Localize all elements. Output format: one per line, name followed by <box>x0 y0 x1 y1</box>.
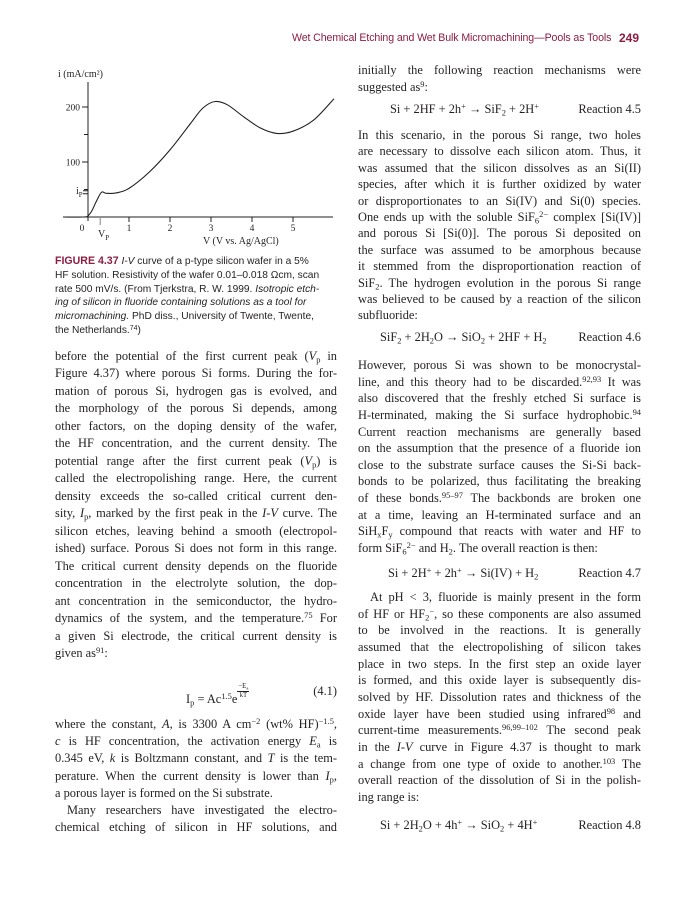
text-run: the morphology of the porous Si depends, among <box>55 401 337 416</box>
text-run: in the <box>358 740 397 755</box>
subscript: 6 <box>402 546 407 557</box>
text-line <box>55 750 337 767</box>
superscript: 92,93 <box>582 373 602 384</box>
reaction-4-6 <box>380 330 547 345</box>
text-run: compound that reacts with water and HF to <box>392 524 641 539</box>
text-line <box>55 283 340 297</box>
text-run: and porous Si [Si(0)]. The porous Si deposited on <box>358 226 641 241</box>
text-run: bonds to be polarized, thus facilitating the breaking <box>358 474 641 489</box>
text-run: the Netherlands. <box>55 324 130 336</box>
running-header: Wet Chemical Etching and Wet Bulk Micromachining—Pools as Tools <box>292 32 612 44</box>
text-run: subfluoride: <box>358 308 418 323</box>
text-line <box>358 622 641 639</box>
text-run: concentration in the electrolyte solution, the dop- <box>55 576 337 591</box>
ip-label: $i_P$ <box>76 186 83 199</box>
text-run: given as <box>55 645 96 660</box>
subscript: 2 <box>448 546 453 557</box>
italic-text: I-V <box>396 740 413 755</box>
superscript: + <box>532 817 538 828</box>
text-line <box>358 507 641 524</box>
italic-text: ing of silicon in fluoride containing solutions as a tool for <box>55 297 307 309</box>
text-run: a porous layer is formed on the Si substrate. <box>55 785 273 800</box>
superscript: 95–97 <box>441 490 463 501</box>
subscript: 2 <box>375 281 380 292</box>
text-run: O + 4h <box>422 818 458 832</box>
text-line <box>358 606 641 623</box>
text-line <box>358 457 641 474</box>
text-run: ant concentration in the semiconductor, the hydro- <box>55 593 337 608</box>
superscript: − <box>429 605 435 616</box>
text-line <box>55 488 337 505</box>
text-run: One ends up with the soluble SiF <box>358 210 535 225</box>
text-line <box>358 275 641 291</box>
text-line <box>55 768 337 785</box>
text-run: and <box>615 706 641 721</box>
text-run: + 2H <box>401 330 430 344</box>
text-line <box>358 789 641 806</box>
text-line <box>358 390 641 407</box>
superscript: + <box>461 101 466 112</box>
subscript: p <box>312 459 317 470</box>
subscript: p <box>84 511 89 522</box>
text-run: It was <box>601 374 641 389</box>
text-run: place in two steps. In the first step an oxide layer <box>358 656 641 671</box>
subscript: 6 <box>534 215 540 226</box>
subscript: a <box>316 739 321 750</box>
text-run: → Si(IV) + H <box>461 566 535 580</box>
text-run: 0.345 eV, <box>55 751 110 766</box>
subscript: a <box>246 686 249 692</box>
text-run: to be involved in the reactions. It is generally <box>358 623 641 638</box>
sub-superscript <box>535 210 548 224</box>
text-run: The backbonds are broken one <box>462 491 641 506</box>
figure-label: FIGURE 4.37 <box>55 255 119 267</box>
text-line <box>358 176 641 192</box>
text-line <box>55 540 337 557</box>
text-run: a change from one type of oxide to another. <box>358 756 603 771</box>
italic-text: V <box>304 453 313 468</box>
text-line <box>55 400 337 417</box>
text-run: of HF or HF <box>358 606 426 621</box>
superscript: 9 <box>420 78 425 89</box>
text-run: close to the substrate surface causes the Si-Si back- <box>358 457 641 472</box>
superscript: + <box>457 565 462 576</box>
text-run: The <box>615 756 641 771</box>
italic-text: micromachining. <box>55 311 130 323</box>
text-run: species, after which it is further oxidized by water <box>358 177 641 192</box>
text-run: curve of a p-type silicon wafer in a 5% <box>134 256 309 267</box>
text-run: SiF <box>380 330 398 344</box>
text-run: of these bonds. <box>358 491 442 506</box>
text-run: initially the following reaction mechanisms were <box>358 63 641 77</box>
text-line <box>358 656 641 673</box>
reaction-4-8 <box>380 818 537 833</box>
text-run: F <box>381 524 389 539</box>
text-run: Si + 2H <box>380 818 419 832</box>
text-run: HF solution. Resistivity of the wafer 0.01–0.018 Ωcm, scan <box>55 269 320 281</box>
italic-text: Isotropic etch- <box>255 283 320 295</box>
text-line <box>55 523 337 540</box>
italic-text: I <box>325 768 330 783</box>
text-line <box>358 225 641 241</box>
superscript: −2 <box>251 716 261 727</box>
text-run: assumed that the electropolishing of silicon takes <box>358 640 641 655</box>
reaction-4-5 <box>390 102 539 117</box>
text-line <box>358 307 641 323</box>
text-line <box>358 160 641 176</box>
italic-text: I-V <box>121 256 135 267</box>
text-run: ished) surface. Porous Si does not form in this range. <box>55 541 337 556</box>
subscript: 2 <box>534 571 539 582</box>
text-line <box>358 357 641 374</box>
text-run: + 2h <box>431 566 457 580</box>
paragraph <box>358 357 641 557</box>
text-run: oxide layer have been studied using infrared <box>358 706 607 721</box>
text-line <box>358 424 641 441</box>
text-run: O → SiO <box>434 330 481 344</box>
text-run: H-terminated, making the Si surface hydrophobic. <box>358 407 633 422</box>
text-run: was assumed that the silicon dissolves as an Si(II) <box>358 160 641 175</box>
text-line <box>358 62 641 79</box>
text-run: , <box>333 768 337 783</box>
text-run: also discovered that the freshly etched Si surface is <box>358 391 641 406</box>
figure-caption <box>55 255 340 338</box>
text-line <box>358 689 641 706</box>
italic-text: A <box>162 717 170 731</box>
y-tick-label: 100 <box>65 158 80 169</box>
x-tick-label: 5 <box>290 224 296 234</box>
superscript: 1.5 <box>221 691 232 702</box>
text-run: PhD diss., University of Twente, Twente, <box>129 311 314 323</box>
x-tick-label: 3 <box>208 224 214 234</box>
text-run: rate 500 mV/s. (From Tjerkstra, R. W. 1999. <box>55 283 256 295</box>
iv-curve-line <box>63 99 334 217</box>
text-run: on the assumption that the presence of a fluoride ion <box>358 441 641 456</box>
subscript: p <box>190 697 195 708</box>
text-run: However, porous Si was shown to be monocrystal- <box>358 358 641 372</box>
eq-lhs: I <box>186 691 191 706</box>
text-run: The critical current density depends on the fluoride <box>55 558 337 573</box>
subscript: 2 <box>542 335 547 346</box>
text-line <box>358 523 641 540</box>
text-line <box>55 453 337 470</box>
subscript: 2 <box>480 335 486 346</box>
text-line <box>358 209 641 225</box>
text-line <box>55 505 337 522</box>
text-run: + 2HF + H <box>485 330 543 344</box>
text-run: + 4H <box>504 818 533 832</box>
text-line <box>358 473 641 490</box>
text-run: , is 3300 A cm <box>169 717 252 731</box>
equation-number: (4.1) <box>313 684 337 698</box>
text-line <box>358 589 641 606</box>
italic-text: T <box>267 751 275 766</box>
text-run: the HF concentration, and the current density. The <box>55 436 337 451</box>
text-line <box>358 143 641 159</box>
paragraph <box>358 127 641 324</box>
text-line <box>55 470 337 487</box>
superscript: + <box>534 101 539 112</box>
italic-text: I-V <box>262 506 278 521</box>
text-run: where the constant, <box>55 717 162 731</box>
text-line <box>55 255 340 269</box>
text-line <box>358 756 641 773</box>
text-line <box>55 296 340 310</box>
text-run: is <box>320 734 337 749</box>
text-run: form SiF <box>358 541 403 556</box>
text-line <box>358 440 641 457</box>
text-run: other factors, on the doping density of the wafer, <box>55 418 337 433</box>
page-number: 249 <box>619 31 640 45</box>
italic-text: V <box>308 349 317 363</box>
text-run: . The overall reaction is then: <box>452 541 598 556</box>
text-line <box>358 193 641 209</box>
superscript: 91 <box>95 645 105 656</box>
text-run: was believed to be caused by a reaction of the silicon <box>358 292 641 307</box>
text-run: and H <box>415 541 449 556</box>
text-line <box>358 374 641 391</box>
text-run: SiF <box>358 275 376 290</box>
text-run: called the electropolishing range. Here, the current <box>55 471 337 486</box>
equation-4-1 <box>186 683 249 707</box>
reaction-label: Reaction 4.6 <box>578 330 641 344</box>
fraction-numerator: −E <box>238 683 247 690</box>
text-run: is HF concentration, the activation energy <box>60 734 310 749</box>
text-run: ing range is: <box>358 790 420 805</box>
x-axis-label: V (V vs. Ag/AgCl) <box>203 236 279 247</box>
subscript: 2 <box>501 107 506 118</box>
italic-text: E <box>309 734 317 749</box>
text-line <box>55 575 337 592</box>
superscript: 75 <box>304 610 313 621</box>
superscript: 2− <box>406 540 416 551</box>
italic-text: c <box>55 734 61 749</box>
paragraph <box>55 802 337 836</box>
text-line <box>55 593 337 610</box>
text-line <box>358 291 641 307</box>
text-run: In this scenario, in the porous Si range, two holes <box>358 128 641 142</box>
text-line <box>55 802 337 819</box>
text-line <box>358 242 641 258</box>
paragraph <box>358 62 641 95</box>
y-tick-label: 200 <box>65 103 80 114</box>
paragraph <box>55 716 337 802</box>
text-run: current-time measurements. <box>358 723 502 738</box>
text-run: , <box>333 717 338 731</box>
reaction-4-7 <box>388 566 538 581</box>
superscript: −1.5 <box>318 716 334 727</box>
eq-exp-base: e <box>231 691 238 706</box>
superscript: 96,99–102 <box>502 722 538 733</box>
text-line <box>55 269 340 283</box>
superscript: + <box>457 817 463 828</box>
subscript: 2 <box>429 335 434 346</box>
text-run: are necessary to dissolve each silicon atom. Thus, it <box>358 144 641 159</box>
y-axis-label: i (mA/cm²) <box>58 69 103 80</box>
reaction-label: Reaction 4.5 <box>578 102 641 116</box>
text-run: + 2H <box>505 102 535 116</box>
text-run: SiH <box>358 524 378 539</box>
text-run: curve. The <box>277 506 338 521</box>
superscript: 74 <box>129 324 138 332</box>
text-line <box>55 324 340 338</box>
text-line <box>358 639 641 656</box>
text-run: the surface was assumed to be amorphous because <box>358 242 641 257</box>
text-run: Current reaction mechanisms are generally based <box>358 424 641 439</box>
fraction-denominator: kT <box>239 691 248 699</box>
text-line <box>358 672 641 689</box>
text-run: mation of porous Si, hydrogen gas is evolved, and <box>55 383 337 398</box>
text-run: or disproportionates to an Si(IV) and Si(0) species. <box>358 193 641 208</box>
text-run: potential range after the first current peak ( <box>55 453 305 468</box>
text-run: , marked by the first peak in the <box>88 506 263 521</box>
text-run: (wt% HF) <box>260 717 319 731</box>
text-line <box>55 558 337 575</box>
text-line <box>358 258 641 274</box>
text-run: : <box>424 79 428 94</box>
paragraph <box>55 348 337 662</box>
text-run: it stemmed from the disproportionation reaction of <box>358 259 641 274</box>
subscript: y <box>388 529 393 540</box>
text-line <box>55 348 337 365</box>
text-run: : <box>104 645 108 660</box>
text-line <box>358 540 641 557</box>
text-run: ) <box>137 324 141 336</box>
text-run: ) is <box>316 453 337 468</box>
text-line <box>358 407 641 424</box>
text-line <box>55 418 337 435</box>
text-line <box>55 733 337 750</box>
x-tick-label: 0 <box>79 224 85 234</box>
text-run: For <box>312 611 338 626</box>
italic-text: I <box>79 506 85 521</box>
chart-axes <box>63 82 333 221</box>
text-run: is formed, and this oxide layer is subsequently dis- <box>358 673 641 688</box>
subscript: 2 <box>425 612 430 623</box>
vp-label: $V_P$ <box>98 229 110 242</box>
text-run: Si + 2HF + 2h <box>390 102 462 116</box>
x-tick-label: 2 <box>167 224 173 234</box>
text-run: is Boltzmann constant, and <box>115 751 268 766</box>
sub-superscript <box>402 541 415 555</box>
subscript: p <box>329 774 334 785</box>
text-run: → SiO <box>462 818 501 832</box>
superscript: 98 <box>606 705 616 716</box>
x-tick-label: 1 <box>126 224 132 234</box>
superscript: 103 <box>602 755 616 766</box>
text-line <box>55 785 337 802</box>
text-line <box>55 610 337 627</box>
text-line <box>55 383 337 400</box>
subscript: 2 <box>418 823 423 834</box>
sub-superscript <box>425 607 434 621</box>
text-run: density exceeds the so-called critical current den- <box>55 488 337 503</box>
superscript: 94 <box>632 407 641 418</box>
text-run: At pH < 3, fluoride is mainly present in the form <box>370 590 641 604</box>
iv-curve-figure <box>0 0 360 250</box>
text-line <box>358 722 641 739</box>
text-run: Figure 4.37) where porous Si forms. During the for- <box>55 366 337 381</box>
subscript: p <box>316 354 321 365</box>
italic-text: k <box>109 751 116 766</box>
text-run: before the potential of the first current peak ( <box>55 349 309 363</box>
text-line <box>55 365 337 382</box>
reaction-label: Reaction 4.8 <box>578 818 641 832</box>
text-run: perature. When the current density is lower than <box>55 768 326 783</box>
text-line <box>358 772 641 789</box>
text-run: Many researchers have investigated the electro- <box>67 803 337 817</box>
text-run: suggested as <box>358 79 421 94</box>
text-line <box>55 435 337 452</box>
text-run: curve in Figure 4.37 is thought to mark <box>412 740 641 755</box>
text-line <box>358 490 641 507</box>
subscript: 2 <box>500 823 505 834</box>
text-line <box>55 819 337 836</box>
text-run: chemical etching of silicon in HF solutions, and <box>55 820 337 835</box>
eq-rhs: = Ac <box>194 691 222 706</box>
text-run: , so these components are also assumed <box>434 606 641 621</box>
paragraph <box>358 589 641 806</box>
text-run: complex [Si(IV)] <box>548 210 641 225</box>
text-run: in <box>320 349 337 363</box>
exponent-fraction <box>237 683 249 700</box>
superscript: + <box>426 565 432 576</box>
text-line <box>55 628 337 645</box>
text-run: line, and this theory had to be discarded. <box>358 374 583 389</box>
text-run: The second peak <box>537 723 641 738</box>
superscript: 2− <box>539 209 549 220</box>
text-line <box>358 739 641 756</box>
text-line <box>55 716 337 733</box>
text-run: → SiF <box>465 102 502 116</box>
text-run: at a time, leaving an H-terminated surface and an <box>358 507 641 522</box>
x-tick-label: 4 <box>249 224 255 234</box>
text-line <box>55 645 337 662</box>
text-line <box>358 79 641 96</box>
subscript: x <box>377 529 382 540</box>
text-run: silicon etches, leaving behind a smooth (electropol- <box>55 523 337 538</box>
text-run: solved by HF. Dissolution rates and thickness of the <box>358 690 641 705</box>
text-run: . The hydrogen evolution in the porous Si range <box>379 275 641 290</box>
text-line <box>55 310 340 324</box>
text-run: a given Si electrode, the critical current density is <box>55 628 337 643</box>
text-run: dynamics of the system, and the temperature. <box>55 611 305 626</box>
text-run: sity, <box>55 506 80 521</box>
text-run: Si + 2H <box>388 566 427 580</box>
reaction-label: Reaction 4.7 <box>578 566 641 580</box>
text-line <box>358 706 641 723</box>
text-line <box>358 127 641 143</box>
text-run: overall reaction of the dissolution of Si in the polish- <box>358 773 641 788</box>
text-run: is the tem- <box>274 751 337 766</box>
subscript: 2 <box>397 335 402 346</box>
